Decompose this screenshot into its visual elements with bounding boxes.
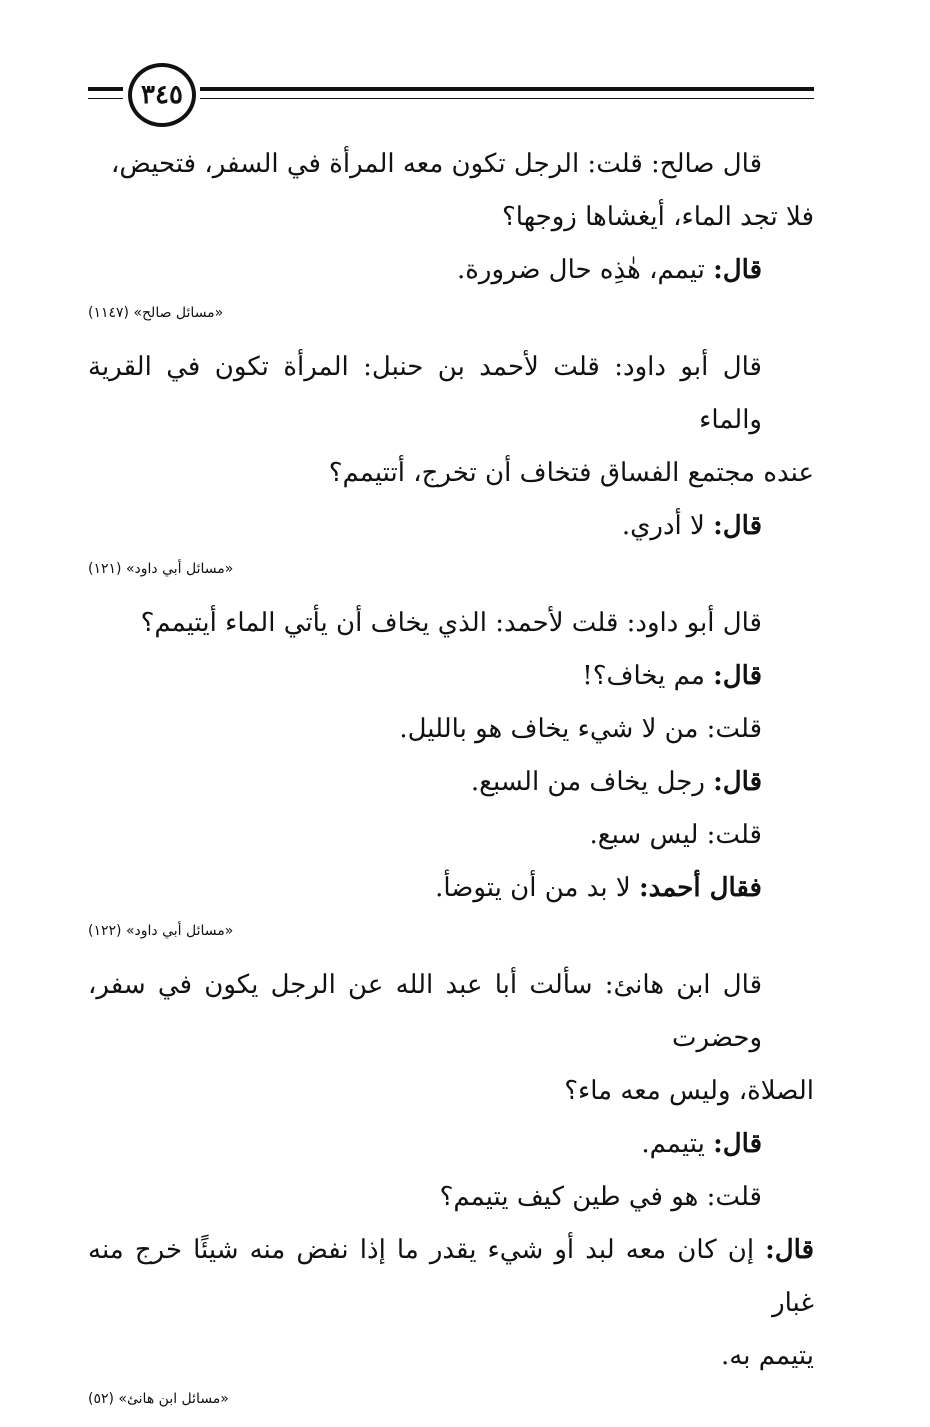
line-text: لا بد من أن يتوضأ.	[435, 873, 639, 903]
line-text: مم يخاف؟!	[582, 661, 714, 691]
line-text: عنده مجتمع الفساق فتخاف أن تخرج، أتتيمم؟	[328, 458, 814, 488]
text-line	[88, 500, 814, 553]
text-line	[88, 809, 814, 862]
text-entry	[88, 597, 814, 959]
text-line	[88, 703, 814, 756]
line-text: يتيمم به.	[721, 1341, 814, 1371]
header-rule-left	[88, 87, 123, 99]
page-number: ٣٤٥	[128, 63, 196, 127]
source-citation: «مسائل صالح» (١١٤٧)	[88, 305, 224, 321]
text-line	[88, 959, 814, 1065]
line-text: يتيمم.	[641, 1129, 714, 1159]
text-line	[88, 138, 814, 191]
text-line	[88, 447, 814, 500]
text-line	[88, 862, 814, 915]
line-text: قال ابن هانئ: سألت أبا عبد الله عن الرجل يكون في سفر، وحضرت	[88, 970, 762, 1053]
text-entry	[88, 341, 814, 597]
page-body	[88, 138, 814, 1407]
text-line	[88, 1330, 814, 1383]
text-line	[88, 597, 814, 650]
speaker-label: فقال أحمد:	[638, 873, 762, 903]
speaker-label: قال:	[713, 767, 762, 797]
line-text: قلت: هو في طين كيف يتيمم؟	[439, 1182, 762, 1212]
line-text: قال صالح: قلت: الرجل تكون معه المرأة في السفر، فتحيض،	[110, 149, 762, 179]
line-text: فلا تجد الماء، أيغشاها زوجها؟	[501, 202, 814, 232]
text-line	[88, 1065, 814, 1118]
line-text: قال أبو داود: قلت لأحمد بن حنبل: المرأة تكون في القرية والماء	[88, 352, 762, 435]
speaker-label: قال:	[765, 1235, 814, 1265]
page-header	[88, 60, 814, 130]
text-line	[88, 650, 814, 703]
line-text: إن كان معه لبد أو شيء يقدر ما إذا نفض منه شيئًا خرج منه غبار	[88, 1235, 814, 1318]
text-entry	[88, 138, 814, 341]
line-text: رجل يخاف من السبع.	[470, 767, 714, 797]
line-text: قلت: من لا شيء يخاف هو بالليل.	[399, 714, 762, 744]
speaker-label: قال:	[713, 661, 762, 691]
line-text: تيمم، هٰذِه حال ضرورة.	[457, 255, 714, 285]
line-text: الصلاة، وليس معه ماء؟	[564, 1076, 814, 1106]
source-citation: «مسائل ابن هانئ» (٥٢)	[88, 1391, 229, 1407]
speaker-label: قال:	[713, 255, 762, 285]
text-line	[88, 244, 814, 297]
line-text: قلت: ليس سبع.	[589, 820, 762, 850]
text-line	[88, 341, 814, 447]
text-line	[88, 191, 814, 244]
speaker-label: قال:	[713, 1129, 762, 1159]
text-line	[88, 1171, 814, 1224]
line-text: لا أدري.	[621, 511, 714, 541]
text-line	[88, 756, 814, 809]
source-citation: «مسائل أبي داود» (١٢١)	[88, 561, 234, 577]
line-text: قال أبو داود: قلت لأحمد: الذي يخاف أن يأتي الماء أيتيمم؟	[140, 608, 762, 638]
text-line	[88, 1118, 814, 1171]
text-line	[88, 1224, 814, 1330]
header-rule-right	[200, 87, 814, 99]
speaker-label: قال:	[713, 511, 762, 541]
text-entry	[88, 959, 814, 1427]
source-citation: «مسائل أبي داود» (١٢٢)	[88, 923, 234, 939]
